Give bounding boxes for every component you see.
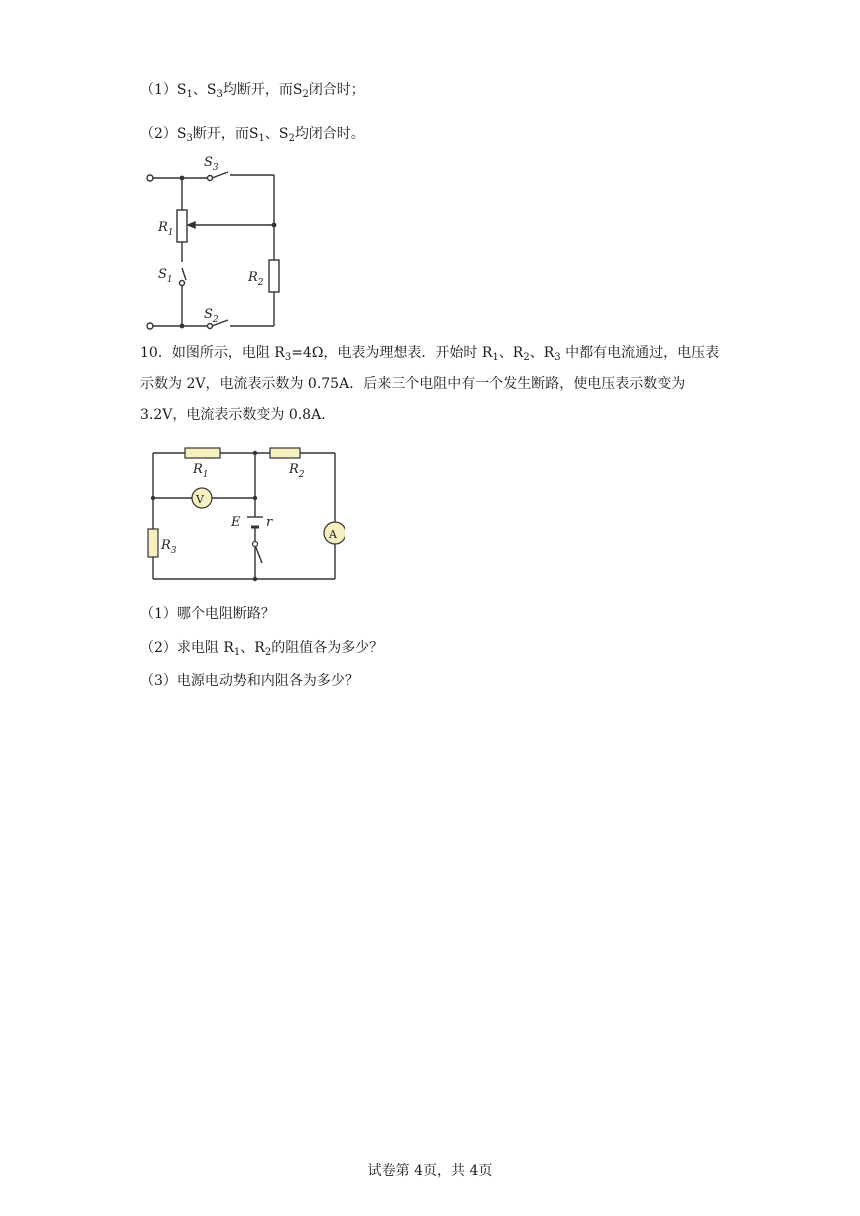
q10-sub-1: （1）哪个电阻断路？ <box>140 606 275 622</box>
q10-label-e: E <box>231 515 241 530</box>
q9-part-1: $(1)S_1$、$S_3$均断开，而$S_2$闭合时； <box>140 82 365 100</box>
q9-label-s3: $S_3$ <box>204 155 219 173</box>
q10-label-r2: $R_2$ <box>289 462 305 480</box>
q9-label-r1: $R_1$ <box>158 220 174 238</box>
q9-circuit-diagram <box>140 150 290 340</box>
q9-label-r2: $R_2$ <box>248 270 264 288</box>
q9-label-s2: $S_2$ <box>204 307 219 325</box>
q10-voltmeter-label: V <box>196 493 204 506</box>
q10-label-r3: $R_3$ <box>161 538 177 556</box>
q9-part-2: $(2)S_3$断开，而$S_1$、$S_2$均闭合时。 <box>140 126 365 144</box>
q10-circuit-diagram <box>145 445 345 590</box>
q10-label-r: r <box>266 515 273 530</box>
q10-label-r1: $R_1$ <box>193 462 209 480</box>
q9-label-s1: $S_1$ <box>158 267 173 285</box>
q10-sub-3: （3）电源电动势和内阻各为多少？ <box>140 673 359 689</box>
q10-sub-2: （2）求电阻 $R_1$、$R_2$的阻值各为多少？ <box>140 640 384 658</box>
q10-ammeter-label: A <box>329 528 337 541</box>
q10-question-text: 10．如图所示，电阻 $R_3=4\Omega$，电表为理想表．开始时 $R_1$、$R_2$、$R_3$ 中都有电流通过，电压表示数为 2V，电流表示数为 0.75A．后来三个电阻中有一个发生断路，使电压表示数变为 3.2V，电流表示数变为 0.8A． <box>140 345 720 423</box>
page-footer: 试卷第 4页，共 4页 <box>367 1163 493 1179</box>
